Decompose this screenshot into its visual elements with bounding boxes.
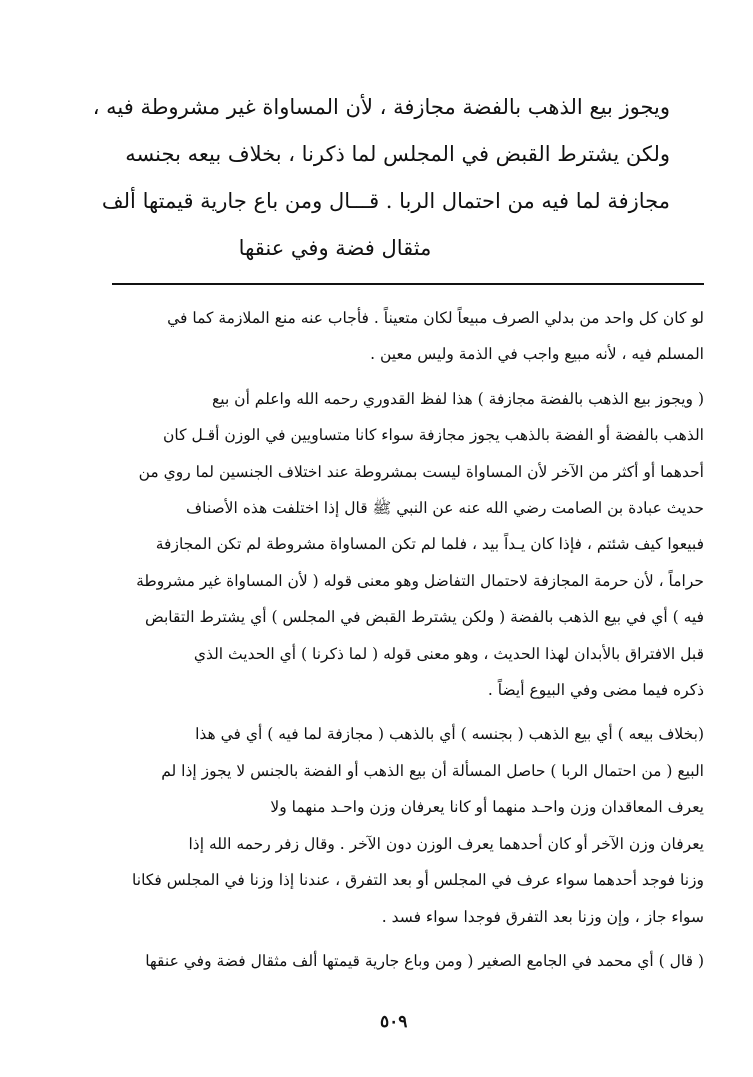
main-text-line: ويجوز بيع الذهب بالفضة مجازفة ، لأن المساواة غير مشروطة فيه ،: [92, 95, 670, 119]
commentary-line: لو كان كل واحد من بدلي الصرف مبيعاً لكان متعيناً . فأجاب عنه منع الملازمة كما في: [167, 309, 704, 327]
commentary-line: الذهب بالفضة أو الفضة بالذهب يجوز مجازفة سواء كانا متساويين في الوزن أقـل كان: [163, 426, 704, 445]
page-number: ٥٠٩: [380, 1012, 408, 1032]
commentary-line: فيه ) أي في بيع الذهب بالفضة ( ولكن يشترط القبض في المجلس ) أي يشترط التقابض: [144, 608, 704, 627]
commentary-paragraph: [112, 716, 704, 934]
commentary-line: وزنا فوجد أحدهما سواء عرف في المجلس أو بعد التفرق ، عندنا إذا وزنا في المجلس فكانا: [132, 871, 704, 890]
commentary-line: أحدهما أو أكثر من الآخر لأن المساواة ليست بمشروطة عند اختلاف الجنسين لما روي من: [138, 462, 704, 481]
commentary-line: يعرفان وزن الآخر أو كان أحدهما يعرف الوزن دون الآخر . وقال زفر رحمه الله إذا: [188, 834, 704, 853]
commentary-line: سواء جاز ، وإن وزنا بعد التفرق فوجدا سواء فسد .: [381, 907, 704, 926]
section-divider: [112, 283, 704, 285]
commentary-line: ذكره فيما مضى وفي البيوع أيضاً .: [487, 681, 704, 700]
commentary-line: المسلم فيه ، لأنه مبيع واجب في الذمة وليس معين .: [370, 345, 704, 364]
commentary-line: قبل الافتراق بالأبدان لهذا الحديث ، وهو معنى قوله ( لما ذكرنا ) أي الحديث الذي: [193, 644, 704, 663]
main-text-line: مجازفة لما فيه من احتمال الربا . قـــال ومن باع جارية قيمتها ألف: [101, 189, 670, 213]
commentary-line: ( قال ) أي محمد في الجامع الصغير ( ومن وباع جارية قيمتها ألف مثقال فضة وفي عنقها: [145, 951, 704, 970]
commentary-paragraph: [112, 381, 704, 709]
commentary-line: حراماً ، لأن حرمة المجازفة لاحتمال التفاضل وهو معنى قوله ( لأن المساواة غير مشروطة: [136, 571, 704, 590]
commentary-line: حديث عبادة بن الصامت رضي الله عنه عن النبي ﷺ قال إذا اختلفت هذه الأصناف: [186, 499, 704, 518]
commentary-line: البيع ( من احتمال الربا ) حاصل المسألة أن بيع الذهب أو الفضة بالجنس لا يجوز إذا لم: [161, 761, 704, 780]
commentary-line: يعرف المعاقدان وزن واحـد منهما أو كانا يعرفان وزن واحـد منهما ولا: [270, 798, 704, 817]
commentary-line: (بخلاف بيعه ) أي بيع الذهب ( بجنسه ) أي بالذهب ( مجازفة لما فيه ) أي في هذا: [195, 725, 704, 744]
commentary-line: ( ويجوز بيع الذهب بالفضة مجازفة ) هذا لفظ القدوري رحمه الله واعلم أن بيع: [212, 389, 704, 408]
main-text-line: مثقال فضة وفي عنقها: [238, 236, 432, 260]
commentary-line: فبيعوا كيف شئتم ، فإذا كان يـداً بيد ، فلما لم تكن المساواة مشروطة لم تكن المجازفة: [155, 535, 704, 554]
commentary-block: [112, 300, 704, 979]
main-text-line: ولكن يشترط القبض في المجلس لما ذكرنا ، بخلاف بيعه بجنسه: [125, 142, 670, 166]
commentary-paragraph: [112, 300, 704, 373]
main-text-block: [92, 84, 670, 272]
commentary-paragraph: [112, 943, 704, 979]
